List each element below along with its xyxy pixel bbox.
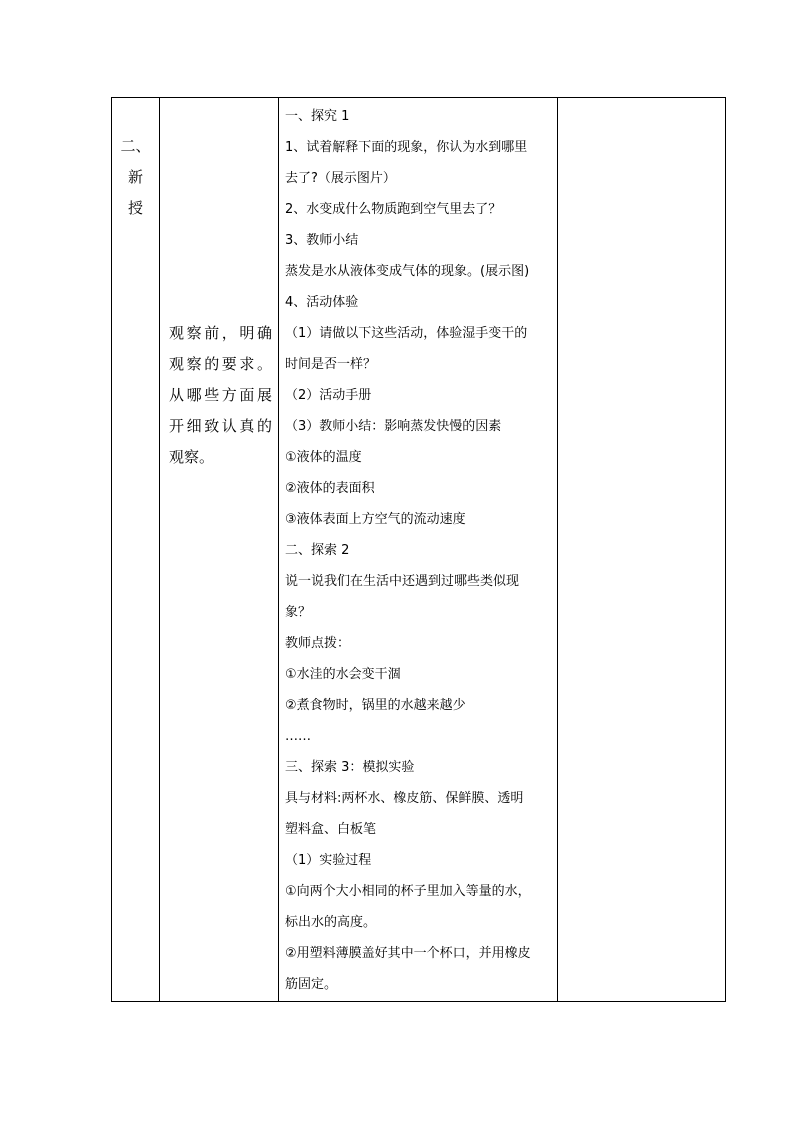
content-line: 塑料盒、白板笔 (285, 822, 377, 837)
content-line: ①液体的温度 (285, 450, 362, 465)
table-row (112, 98, 726, 1002)
content-line: 时间是否一样？ (285, 357, 377, 372)
content-line: （1）请做以下这些活动，体验湿手变干的 (285, 326, 528, 341)
content-line: （1）实验过程 (285, 853, 372, 868)
student-activity-cell (160, 98, 279, 1002)
content-line: 一、探究 1 (285, 109, 350, 124)
content-line: （3）教师小结：影响蒸发快慢的因素 (285, 419, 502, 434)
content-line: ②煮食物时，锅里的水越来越少 (285, 698, 466, 713)
content-line: 1、试着解释下面的现象，你认为水到哪里 (285, 140, 528, 155)
content-line: ①水洼的水会变干涸 (285, 667, 401, 682)
content-line: 标出水的高度。 (285, 915, 377, 930)
content-line: …… (285, 729, 311, 744)
section-label-char: 新 (127, 168, 143, 186)
content-line: 教师点拨： (285, 636, 351, 651)
content-line: 三、探索 3：模拟实验 (285, 760, 415, 775)
content-line: 蒸发是水从液体变成气体的现象。(展示图) (285, 264, 530, 279)
content-line: 说一说我们在生活中还遇到过哪些类似现 (285, 574, 520, 589)
notes-cell (558, 98, 726, 1002)
student-activity-text: 观察前，明确观察的要求。从哪些方面展开细致认真的观察。 (169, 324, 272, 466)
section-cell (112, 98, 160, 1002)
content-line: ②用塑料薄膜盖好其中一个杯口，并用橡皮 (285, 946, 531, 961)
content-line: ②液体的表面积 (285, 481, 375, 496)
section-label-char: 二、 (120, 137, 151, 155)
content-line: ①向两个大小相同的杯子里加入等量的水， (285, 884, 531, 899)
content-line: 象？ (285, 605, 312, 620)
content-line: 二、探索 2 (285, 543, 350, 558)
content-line: 3、教师小结 (285, 233, 359, 248)
content-line: 筋固定。 (285, 977, 338, 992)
content-line: （2）活动手册 (285, 388, 372, 403)
teaching-content-cell (279, 98, 558, 1002)
content-line: 具与材料:两杯水、橡皮筋、保鲜膜、透明 (285, 791, 524, 806)
lesson-plan-table (111, 97, 726, 1002)
content-line: 2、水变成什么物质跑到空气里去了？ (285, 202, 502, 217)
content-line: ③液体表面上方空气的流动速度 (285, 512, 466, 527)
section-label (112, 131, 159, 224)
content-line: 去了?（展示图片） (285, 171, 396, 186)
section-label-char: 授 (127, 199, 143, 217)
teaching-content (279, 98, 557, 1000)
content-line: 4、活动体验 (285, 295, 359, 310)
